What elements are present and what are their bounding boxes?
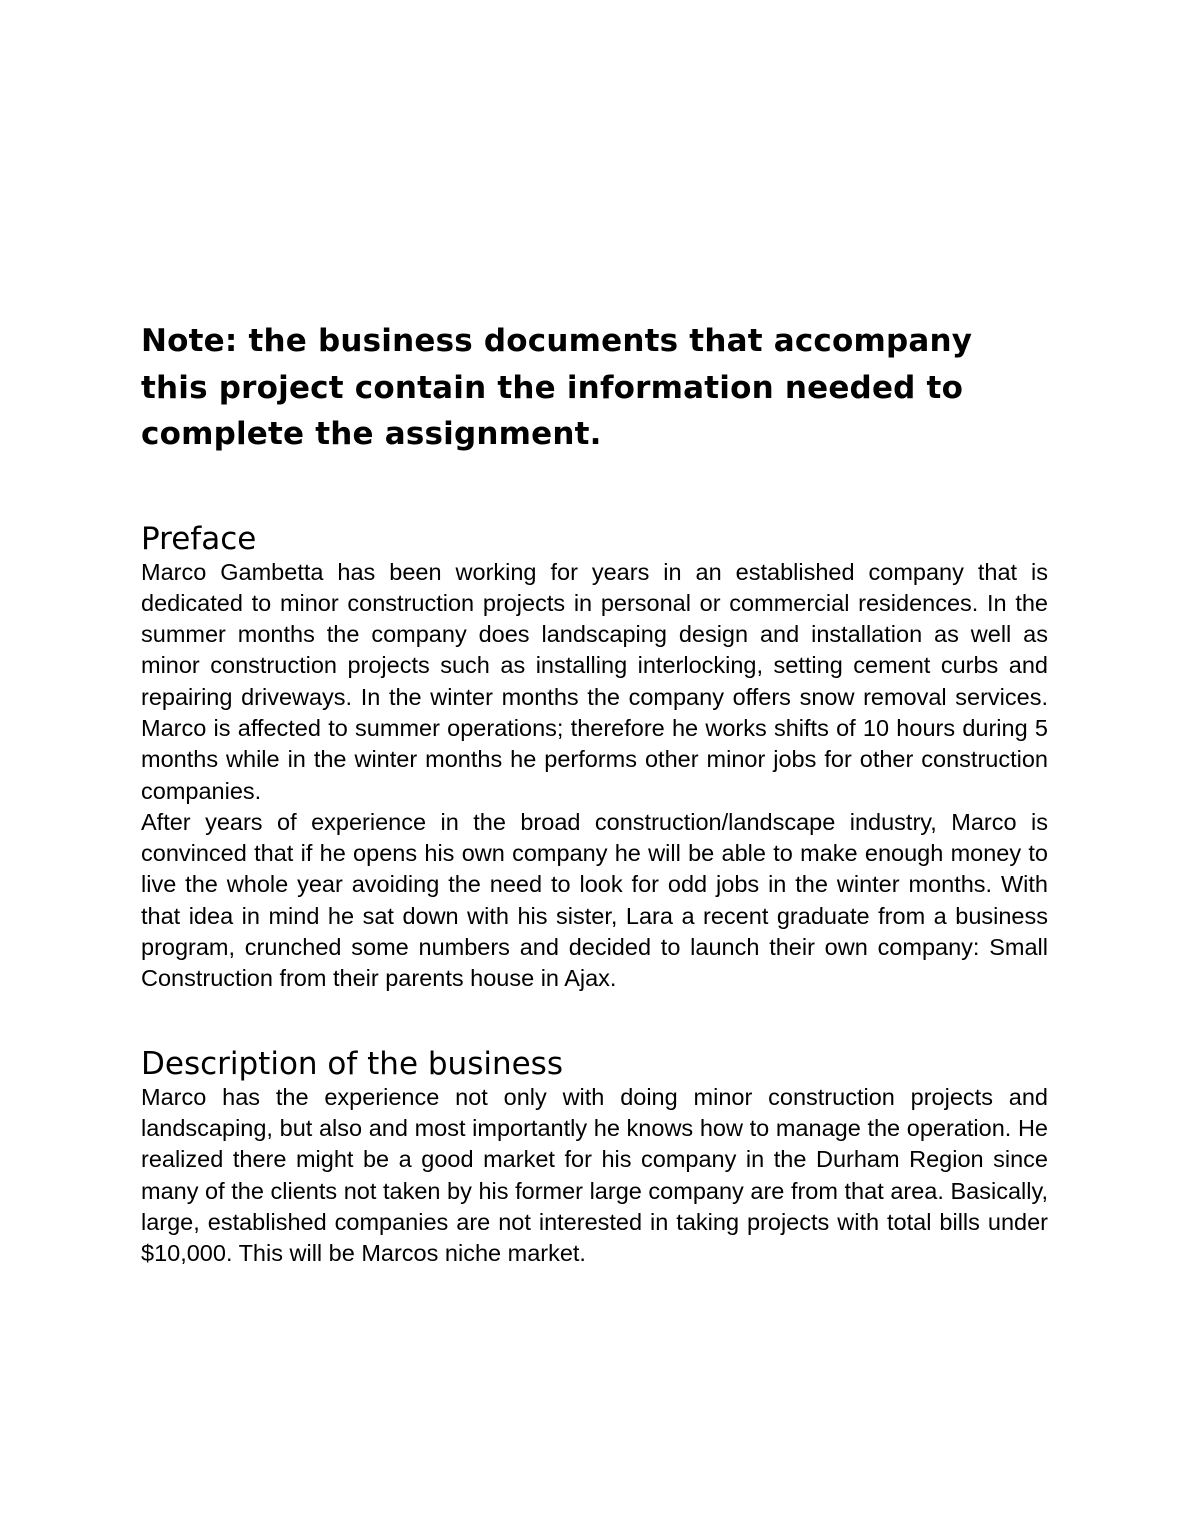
preface-heading: Preface [141,520,257,557]
document-page [141,318,1048,1269]
preface-paragraph-1: Marco Gambetta has been working for years in an established company that is dedicated to minor construction projects in personal or commercial residences. In the summer months the company does landscaping design and installation as well as minor construction projects such as installing interlocking, setting cement curbs and repairing driveways. In the winter months the company offers snow removal services. Marco is affected to summer operations; therefore he works shifts of 10 hours during 5 months while in the winter months he performs other minor jobs for other construction companies. [141,558,1048,804]
preface-paragraph-2: After years of experience in the broad construction/landscape industry, Marco is convinced that if he opens his own company he will be able to make enough money to live the whole year avoiding the need to look for odd jobs in the winter months. With that idea in mind he sat down with his sister, Lara a recent graduate from a business program, crunched some numbers and decided to launch their own company: Small Construction from their parents house in Ajax. [141,808,1048,992]
assignment-note: Note: the business documents that accompany this project contain the information needed to complete the assignment. [141,323,973,452]
description-paragraph-1: Marco has the experience not only with doing minor construction projects and landscaping, but also and most importantly he knows how to manage the operation. He realized there might be a good market for his company in the Durham Region since many of the clients not taken by his former large company are from that area. Basically, large, established companies are not interested in taking projects with total bills under $10,000. This will be Marcos niche market. [141,1083,1048,1267]
description-heading: Description of the business [141,1045,563,1082]
